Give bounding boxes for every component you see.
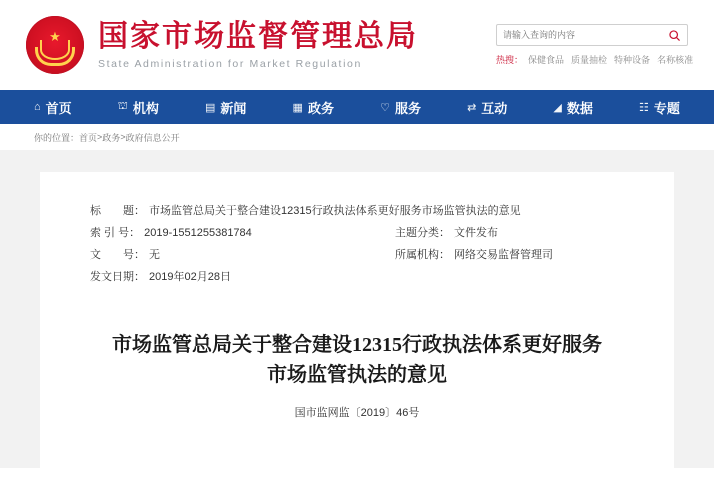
- emblem-gear-icon: [35, 47, 75, 66]
- breadcrumb-item-0[interactable]: 首页: [79, 132, 98, 143]
- metadata-key: 索 引 号：: [90, 227, 141, 239]
- metadata-value: 市场监管总局关于整合建设12315行政执法体系更好服务市场监管执法的意见: [149, 205, 521, 217]
- emblem-star-icon: ★: [49, 29, 61, 44]
- hot-search-item-3[interactable]: 名称核准: [657, 55, 694, 65]
- metadata-row: [90, 244, 624, 266]
- news-icon: ▤: [205, 101, 216, 114]
- site-title-cn: 国家市场监督管理总局: [98, 20, 418, 53]
- metadata-key: 主题分类：: [395, 227, 450, 239]
- nav-item-organization-label: 机构: [132, 100, 159, 116]
- metadata-key: 文 号：: [90, 249, 145, 261]
- metadata-cell-docnumber: [90, 244, 395, 266]
- heart-icon: ♡: [380, 101, 390, 114]
- metadata-cell-department: [395, 244, 553, 266]
- document-number: 国市监网监〔2019〕46号: [294, 407, 420, 419]
- site-header: [0, 0, 714, 90]
- breadcrumb: [0, 124, 714, 150]
- nav-item-government-label: 政务: [307, 100, 334, 116]
- gov-icon: ▦: [292, 101, 303, 114]
- breadcrumb-label: 你的位置：: [34, 132, 80, 143]
- nav-item-home[interactable]: [34, 98, 72, 117]
- nav-item-news-label: 新闻: [220, 100, 247, 116]
- hot-search-item-2[interactable]: 特种设备: [614, 55, 651, 65]
- search-box[interactable]: [496, 24, 688, 46]
- breadcrumb-separator-0: >: [97, 132, 103, 142]
- nav-item-news[interactable]: [205, 98, 246, 117]
- document-card: [40, 172, 674, 468]
- metadata-key: 发文日期：: [90, 271, 145, 283]
- nav-item-data-label: 数据: [566, 100, 593, 116]
- nav-item-service-label: 服务: [394, 100, 421, 116]
- content-background: [0, 150, 714, 468]
- nav-item-service[interactable]: [380, 98, 421, 117]
- hot-search-item-1[interactable]: 质量抽检: [571, 55, 608, 65]
- metadata-cell-date: [90, 266, 395, 288]
- org-icon: ⛫: [117, 100, 128, 112]
- hot-search-item-0[interactable]: 保健食品: [528, 55, 565, 65]
- nav-item-topics[interactable]: [639, 98, 680, 117]
- page-title: 市场监管总局关于整合建设12315行政执法体系更好服务市场监管执法的意见: [112, 334, 602, 386]
- chart-icon: ◢: [553, 101, 562, 114]
- nav-item-interaction-label: 互动: [481, 100, 508, 116]
- nav-item-topics-label: 专题: [653, 100, 680, 116]
- metadata-cell-title: [90, 200, 521, 222]
- breadcrumb-separator-1: >: [120, 132, 126, 142]
- hot-search-row: [496, 53, 694, 66]
- metadata-row: [90, 266, 624, 288]
- nav-item-interaction[interactable]: [467, 98, 507, 117]
- metadata-key: 所属机构：: [395, 249, 450, 261]
- metadata-cell-index: [90, 222, 395, 244]
- site-title-en: State Administration for Market Regulation: [98, 58, 362, 70]
- metadata-row: [90, 222, 624, 244]
- breadcrumb-item-2[interactable]: 政府信息公开: [125, 132, 180, 143]
- breadcrumb-item-1[interactable]: 政务: [102, 132, 121, 143]
- search-input[interactable]: [497, 25, 661, 45]
- site-title-block: [98, 20, 418, 70]
- national-emblem-icon: [26, 16, 84, 74]
- search-icon[interactable]: [661, 25, 687, 45]
- metadata-value: 文件发布: [454, 227, 498, 239]
- metadata-value: 无: [149, 249, 160, 261]
- topic-icon: ☷: [639, 101, 649, 114]
- metadata-row: [90, 200, 624, 222]
- nav-item-data[interactable]: [553, 98, 592, 117]
- exchange-icon: ⇄: [467, 101, 477, 114]
- hot-search-label: 热搜：: [496, 55, 524, 65]
- nav-item-government[interactable]: [293, 98, 334, 117]
- header-search-area: [496, 24, 694, 66]
- main-navigation: [0, 90, 714, 124]
- metadata-cell-category: [395, 222, 498, 244]
- metadata-value: 2019年02月28日: [149, 271, 231, 283]
- nav-item-organization[interactable]: [118, 98, 159, 117]
- document-metadata: [90, 200, 624, 288]
- metadata-key: 标 题：: [90, 205, 145, 217]
- nav-item-home-label: 首页: [45, 100, 72, 116]
- metadata-value: 网络交易监督管理司: [454, 249, 553, 261]
- metadata-value: 2019-1551255381784: [144, 227, 252, 239]
- home-icon: ⌂: [34, 101, 41, 113]
